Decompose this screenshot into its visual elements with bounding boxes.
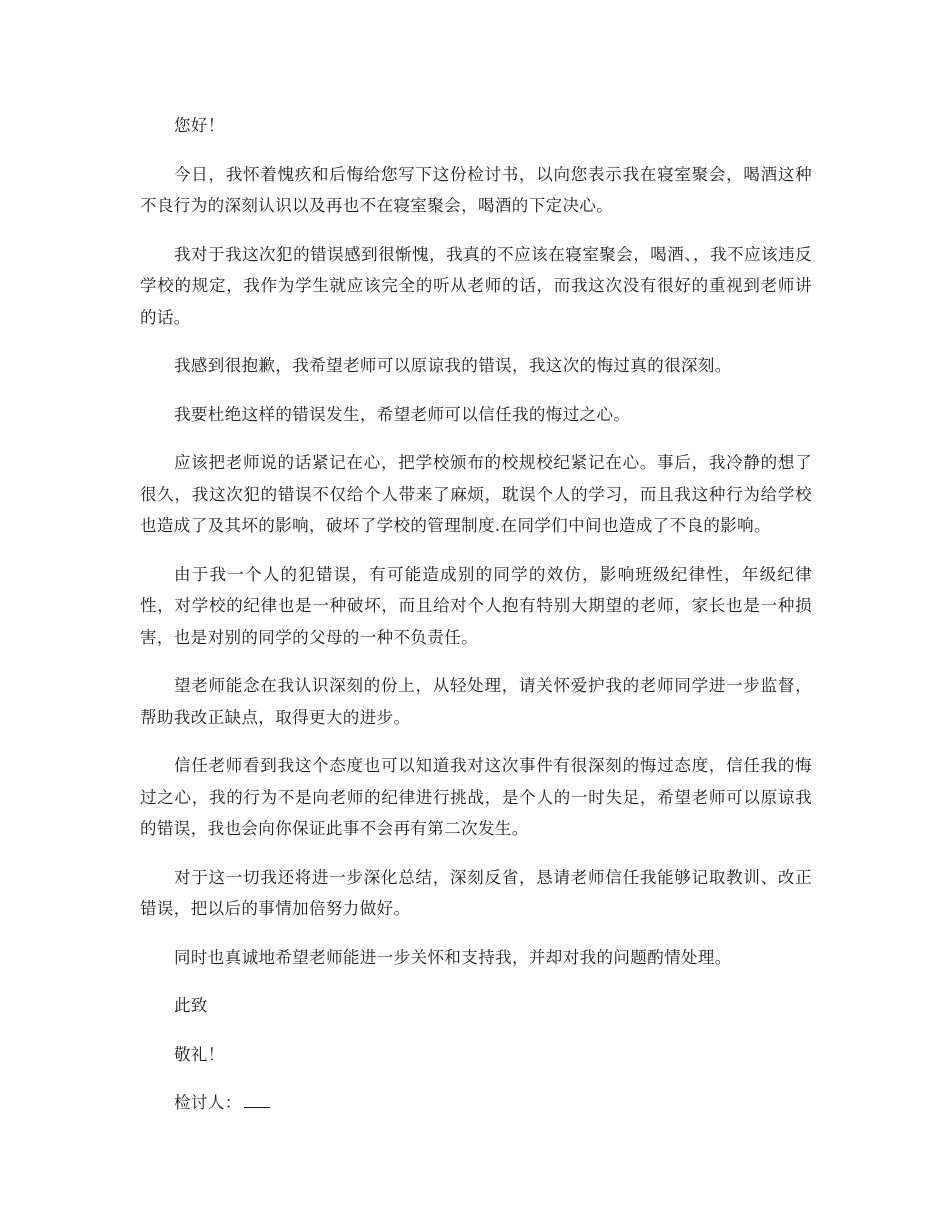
paragraph-8: 信任老师看到我这个态度也可以知道我对这次事件有很深刻的悔过态度，信任我的悔过之心，我的行为不是向老师的纪律进行挑战，是个人的一时失足，希望老师可以原谅我的错误，我也会向你保证此事不会再有第二次发生。 [140, 756, 812, 838]
signature-label: 检讨人： [174, 1093, 242, 1112]
closing-regards: 敬礼！ [174, 1044, 225, 1064]
greeting: 您好！ [174, 116, 225, 135]
paragraph-6: 由于我一个人的犯错误，有可能造成别的同学的效仿，影响班级纪律性，年级纪律性，对学校的纪律也是一种破坏，而且给对个人抱有特别大期望的老师，家长也是一种损害，也是对别的同学的父母的一种不负责任。 [140, 564, 812, 647]
paragraph-1: 今日，我怀着愧疚和后悔给您写下这份检讨书，以向您表示我在寝室聚会，喝酒这种不良行为的深刻认识以及再也不在寝室聚会，喝酒的下定决心。 [140, 164, 812, 215]
closing-salutation: 此致 [174, 996, 208, 1015]
paragraph-7: 望老师能念在我认识深刻的份上，从轻处理，请关怀爱护我的老师同学进一步监督，帮助我改正缺点，取得更大的进步。 [140, 676, 812, 727]
paragraph-4: 我要杜绝这样的错误发生，希望老师可以信任我的悔过之心。 [174, 404, 631, 424]
paragraph-9: 对于这一切我还将进一步深化总结，深刻反省，恳请老师信任我能够记取教训、改正错误，把以后的事情加倍努力做好。 [140, 867, 812, 918]
paragraph-3: 我感到很抱歉，我希望老师可以原谅我的错误，我这次的悔过真的很深刻。 [174, 356, 732, 375]
letter-body [140, 110, 812, 1136]
paragraph-10: 同时也真诚地希望老师能进一步关怀和支持我，并却对我的问题酌情处理。 [174, 947, 732, 967]
signature-blank [244, 1089, 270, 1108]
paragraph-5: 应该把老师说的话紧记在心，把学校颁布的校规校纪紧记在心。事后，我冷静的想了很久，我这次犯的错误不仅给个人带来了麻烦，耽误个人的学习，而且我这种行为给学校也造成了及其坏的影响，破坏了学校的管理制度.在同学们中间也造成了不良的影响。 [140, 453, 812, 535]
paragraph-2: 我对于我这次犯的错误感到很惭愧，我真的不应该在寝室聚会，喝酒、，我不应该违反学校的规定，我作为学生就应该完全的听从老师的话，而我这次没有很好的重视到老师讲的话。 [140, 244, 812, 327]
signature-line [140, 1087, 812, 1119]
